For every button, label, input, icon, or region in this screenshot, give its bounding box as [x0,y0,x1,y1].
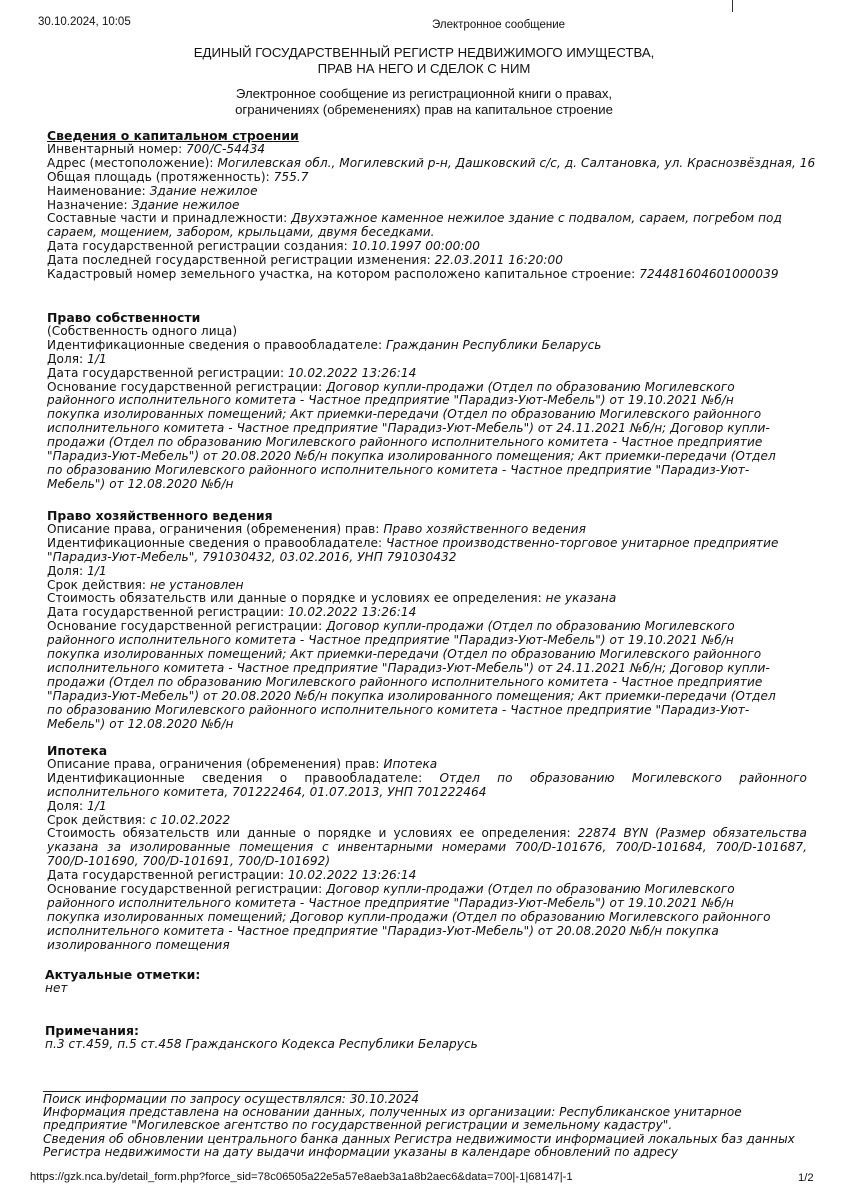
section-heading: Право хозяйственного ведения [47,508,273,523]
subtitle-line-2: ограничениях (обременениях) прав на капитальное строение [235,102,613,117]
field-value: 700/С-54434 [186,141,266,156]
field-value: 1/1 [87,798,107,813]
field-label: Адрес (местоположение): [47,155,218,170]
field-value: 10.02.2022 13:26:14 [288,605,417,620]
field-parts [47,212,799,240]
field-label: Стоимость обязательств или данные о порядке и условиях ее определения: [47,591,546,606]
field-value: Могилевская обл., Могилевский р-н, Дашковский с/с, д. Салтановка, ул. Краснозвёздная, 16 [217,155,816,170]
field-value: 10.02.2022 13:26:14 [288,365,417,380]
field-label: Дата государственной регистрации создания: [47,239,352,254]
field-label: Дата государственной регистрации: [47,365,289,380]
field-value: с 10.02.2022 [149,812,231,827]
field-value: Здание нежилое [149,183,258,198]
field-share [47,353,799,367]
footer-updates: Сведения об обновлении центрального банка данных Регистра недвижимости информацией локальных баз данных Регистра недвижимости на дату выдачи информации указаны в календаре обновлений по адресу [43,1131,795,1159]
field-value: 1/1 [87,563,107,578]
field-value: Ипотека [383,756,438,771]
document-subtitle [0,86,848,118]
field-label: Дата государственной регистрации: [47,605,289,620]
section-current-marks [45,968,797,996]
section-heading: Ипотека [47,743,108,758]
print-doc-type: Электронное сообщение [432,19,566,31]
field-term [47,579,799,593]
subtitle-line-1: Электронное сообщение из регистрационной книги о правах, [235,86,613,101]
field-label: Идентификационные сведения о правообладателе: [47,337,387,352]
section-mortgage [47,743,808,953]
field-cadastral [47,268,799,282]
page-number: 1/2 [798,1172,814,1184]
field-reg-date [47,869,799,883]
section-heading: Примечания: [45,1023,140,1038]
section-economic-right [47,509,799,732]
field-area [47,171,799,185]
field-label: Срок действия: [47,812,150,827]
section-heading: Право собственности [47,310,201,325]
section-notes [45,1024,797,1052]
field-reg-date [47,367,799,381]
field-created [47,240,799,254]
footer-source: Информация представлена на основании данных, полученных из организации: Республиканское унитарное предприятие "Могилевское агентство по государственной регистрации и земельному кадастру". [43,1105,742,1133]
section-building [47,128,816,282]
field-value: Гражданин Республики Беларусь [386,337,602,352]
print-datetime: 30.10.2024, 10:05 [38,16,131,28]
footer-info [43,1093,803,1159]
field-value: не указана [545,591,617,606]
field-term [47,814,799,828]
field-label: Основание государственной регистрации: [47,379,327,394]
field-description [47,523,799,537]
field-value: Договор купли-продажи (Отдел по образованию Могилевского районного исполнительного комитета - Частное предприятие "Парадиз-Уют-Мебель") от 19.10.2021 №б/н покупка изолированных помещений; Акт приемки-передачи (Отдел по образованию Могилевского районного исполнительного комитета - Частное предприятие "Парадиз-Уют-Мебель") от 24.11.2021 №б/н; Договор купли-продажи (Отдел по образованию Могилевского районного исполнительного комитета - Частное предприятие "Парадиз-Уют-Мебель") от 20.08.2020 №б/н покупка изолированного помещения; Акт приемки-передачи (Отдел по образованию Могилевского районного исполнительного комитета - Частное предприятие "Парадиз-Уют-Мебель") от 12.08.2020 №б/н [47,619,776,731]
field-label: Инвентарный номер: [47,141,187,156]
field-label: Наименование: [47,183,150,198]
field-label: Дата последней государственной регистрации изменения: [47,253,435,268]
title-line-1: ЕДИНЫЙ ГОСУДАРСТВЕННЫЙ РЕГИСТР НЕДВИЖИМОГО ИМУЩЕСТВА, [193,45,655,60]
section-heading: Сведения о капитальном строении [47,128,299,143]
field-label: Описание права, ограничения (обременения) прав: [47,521,384,536]
field-label: Доля: [47,351,88,366]
section-ownership [47,311,799,492]
field-value: 22.03.2011 16:20:00 [434,253,564,268]
field-label: Кадастровый номер земельного участка, на котором расположено капитальное строение: [47,267,640,282]
field-basis [47,620,777,731]
field-value: 1/1 [87,351,107,366]
field-label: Доля: [47,798,88,813]
field-label: Основание государственной регистрации: [47,882,327,897]
ownership-kind: (Собственность одного лица) [47,323,238,338]
field-share [47,800,799,814]
field-value: Двухэтажное каменное нежилое здание с подвалом, сараем, погребом под сараем, мощением, забором, крыльцами, двумя беседками. [47,211,782,240]
field-changed [47,254,799,268]
field-label: Срок действия: [47,577,150,592]
scan-edge-line [732,0,733,12]
field-label: Назначение: [47,197,132,212]
field-label: Доля: [47,563,88,578]
field-cost [47,827,807,869]
section-heading: Актуальные отметки: [45,967,201,982]
field-label: Общая площадь (протяженность): [47,169,274,184]
field-label: Идентификационные сведения о правообладателе: [47,770,440,785]
field-label: Идентификационные сведения о правообладателе: [47,535,387,550]
field-name [47,185,799,199]
title-line-2: ПРАВ НА НЕГО И СДЕЛОК С НИМ [317,61,531,76]
field-description [47,758,799,772]
field-label: Описание права, ограничения (обременения) прав: [47,756,384,771]
field-holder [47,537,799,565]
field-value: Частное производственно-торговое унитарное предприятие "Парадиз-Уют-Мебель", 791030432, 03.02.2016, УНП 791030432 [47,535,779,564]
field-holder [47,772,807,800]
field-value: Отдел по образованию Могилевского районного исполнительного комитета, 701222464, 01.07.2013, УНП 701222464 [47,770,807,799]
field-share [47,565,799,579]
document-title [0,45,848,77]
footer-search-date: Поиск информации по запросу осуществлялся: 30.10.2024 [43,1092,419,1106]
field-value: 10.10.1997 00:00:00 [351,239,480,254]
field-holder [47,339,799,353]
field-value: 755.7 [273,169,309,184]
marks-value: нет [45,980,68,995]
field-label: Составные части и принадлежности: [47,211,292,226]
notes-value: п.3 ст.459, п.5 ст.458 Гражданского Кодекса Республики Беларусь [45,1036,478,1051]
field-value: Здание нежилое [131,197,240,212]
field-value: 10.02.2022 13:26:14 [288,868,417,883]
field-address [47,155,816,171]
print-url[interactable]: https://gzk.nca.by/detail_form.php?force_sid=78c06505a22e5a57e8aeb3a1a8b2aec6&data=700|-1|68147|-1 [30,1171,573,1183]
field-cost [47,592,799,606]
field-reg-date [47,606,799,620]
field-value: Договор купли-продажи (Отдел по образованию Могилевского районного исполнительного комитета - Частное предприятие "Парадиз-Уют-Мебель") от 19.10.2021 №б/н покупка изолированных помещений; Договор купли-продажи (Отдел по образованию Могилевского районного исполнительного комитета - Частное предприятие "Парадиз-Уют-Мебель") от 20.08.2020 №б/н покупка изолированного помещения [47,882,771,952]
field-value: Договор купли-продажи (Отдел по образованию Могилевского районного исполнительного комитета - Частное предприятие "Парадиз-Уют-Мебель") от 19.10.2021 №б/н покупка изолированных помещений; Акт приемки-передачи (Отдел по образованию Могилевского районного исполнительного комитета - Частное предприятие "Парадиз-Уют-Мебель") от 24.11.2021 №б/н; Договор купли-продажи (Отдел по образованию Могилевского районного исполнительного комитета - Частное предприятие "Парадиз-Уют-Мебель") от 20.08.2020 №б/н покупка изолированного помещения; Акт приемки-передачи (Отдел по образованию Могилевского районного исполнительного комитета - Частное предприятие "Парадиз-Уют-Мебель") от 12.08.2020 №б/н [47,379,776,491]
field-basis [47,883,777,953]
field-label: Стоимость обязательств или данные о порядке и условиях ее определения: [47,826,578,841]
field-basis [47,381,777,492]
field-value: Право хозяйственного ведения [383,521,586,536]
field-inventory [47,143,799,157]
field-label: Дата государственной регистрации: [47,868,289,883]
field-value: не установлен [149,577,244,592]
field-purpose [47,199,799,213]
field-label: Основание государственной регистрации: [47,619,327,634]
field-value: 22874 BYN (Размер обязательства указана за изолированные помещения с инвентарными номерами 700/D-101676, 700/D-101684, 700/D-101687, 700/D-101690, 700/D-101691, 700/D-101692) [47,826,808,869]
field-value: 724481604601000039 [639,267,779,282]
